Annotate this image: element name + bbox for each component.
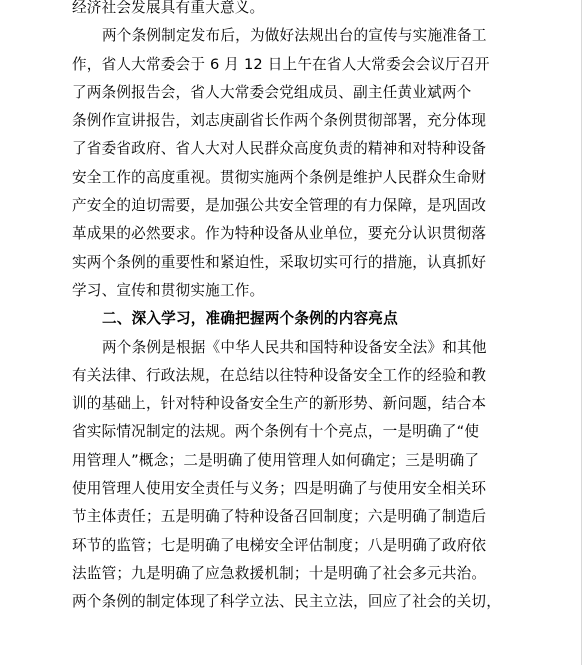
text-line: 实两个条例的重要性和紧迫性，采取切实可行的措施，认真抓好	[72, 253, 487, 271]
text-line: 两个条例的制定体现了科学立法、民主立法，回应了社会的关切，	[72, 593, 502, 611]
text-line: 训的基础上，针对特种设备安全生产的新形势、新问题，结合本	[72, 395, 487, 413]
text-line: 了两条例报告会，省人大常委会党组成员、副主任黄业斌两个	[72, 83, 472, 101]
text-line: 两个条例是根据《中华人民共和国特种设备安全法》和其他	[102, 338, 487, 356]
text-line: 了省委省政府、省人大对人民群众高度负责的精神和对特种设备	[72, 140, 487, 158]
text-line: 安全工作的高度重视。贯彻实施两个条例是维护人民群众生命财	[72, 168, 487, 186]
text-line: 有关法律、行政法规，在总结以往特种设备安全工作的经验和教	[72, 366, 487, 384]
text-line: 节主体责任；五是明确了特种设备召回制度；六是明确了制造后	[72, 508, 487, 526]
section-heading: 二、深入学习，准确把握两个条例的内容亮点	[102, 310, 398, 328]
text-line: 学习、宣传和贯彻实施工作。	[72, 281, 265, 299]
text-line: 法监管；九是明确了应急救援机制；十是明确了社会多元共治。	[72, 564, 487, 582]
text-line: 革成果的必然要求。作为特种设备从业单位，要充分认识贯彻落	[72, 225, 487, 243]
text-line: 产安全的迫切需要，是加强公共安全管理的有力保障，是巩固改	[72, 197, 487, 215]
text-line: 条例作宣讲报告，刘志庚副省长作两个条例贯彻部署，充分体现	[72, 112, 487, 130]
document-body	[72, 0, 522, 617]
text-line: 使用管理人使用安全责任与义务；四是明确了与使用安全相关环	[72, 480, 487, 498]
text-line: 用管理人”概念；二是明确了使用管理人如何确定；三是明确了	[72, 451, 480, 469]
text-line: 经济社会发展具有重大意义。	[72, 0, 265, 16]
text-line: 环节的监管；七是明确了电梯安全评估制度；八是明确了政府依	[72, 536, 487, 554]
text-line: 两个条例制定发布后，为做好法规出台的宣传与实施准备工	[102, 27, 487, 45]
text-line: 省实际情况制定的法规。两个条例有十个亮点，一是明确了“使	[72, 423, 480, 441]
text-line: 作，省人大常委会于 6 月 12 日上午在省人大常委会会议厅召开	[72, 55, 490, 73]
